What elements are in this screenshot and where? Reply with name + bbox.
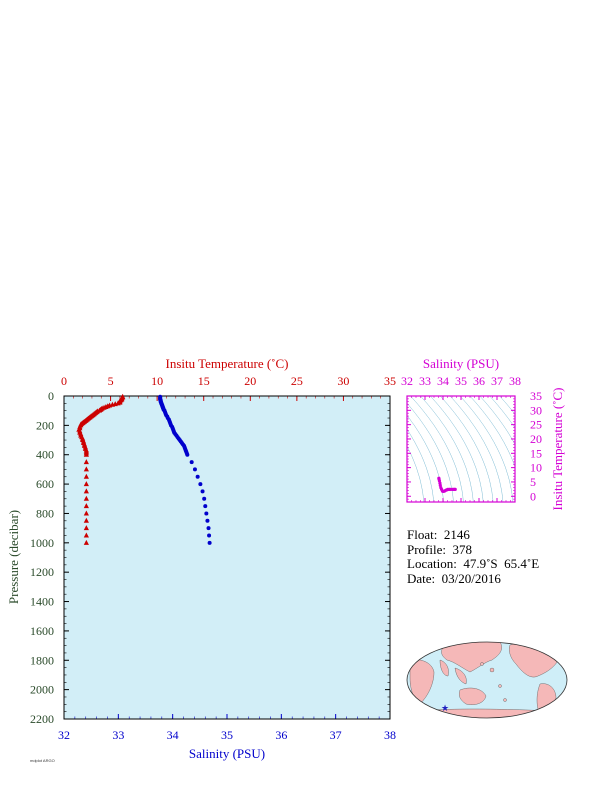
salinity-point (185, 453, 189, 457)
pressure-tick-label: 0 (48, 389, 54, 403)
ts-temperature-tick-label: 20 (530, 431, 542, 446)
salinity-point (190, 460, 194, 464)
salinity-point (205, 519, 209, 523)
pressure-tick-label: 400 (36, 447, 54, 462)
pressure-axis-title: Pressure (decibar) (6, 509, 21, 605)
salinity-point (202, 497, 206, 501)
location: Location: 47.9˚S 65.4˚E (407, 556, 540, 571)
temperature-tick-label: 15 (197, 374, 210, 388)
ts-temperature-tick-label: 15 (530, 446, 542, 461)
ts-salinity-tick-label: 32 (401, 374, 413, 388)
pressure-tick-label: 1200 (30, 565, 54, 580)
salinity-point (201, 489, 205, 493)
temperature-axis (61, 374, 396, 388)
salinity-tick-label: 37 (329, 728, 342, 742)
footer-credit: mdplot ARGO (30, 758, 55, 763)
temperature-tick-label: 20 (244, 374, 257, 388)
plot-background (64, 396, 390, 719)
pressure-tick-label: 1800 (30, 653, 54, 668)
profile-number: Profile: 378 (407, 541, 472, 557)
pressure-tick-label: 2000 (30, 682, 54, 697)
ts-point (454, 488, 457, 491)
ts-temperature-tick-label: 25 (530, 417, 542, 432)
ts-salinity-tick-label: 37 (491, 374, 503, 388)
world-map (405, 640, 570, 720)
salinity-axis (58, 728, 396, 742)
temperature-tick-label: 30 (337, 374, 350, 388)
salinity-tick-label: 36 (275, 728, 288, 742)
salinity-tick-label: 34 (166, 728, 179, 742)
salinity-axis-title: Salinity (PSU) (188, 746, 266, 761)
salinity-point (198, 482, 202, 486)
temperature-axis-title: Insitu Temperature (˚C) (165, 356, 289, 371)
pressure-tick-label: 200 (36, 418, 54, 433)
ts-inset-salinity-title: Salinity (PSU) (422, 356, 500, 371)
ts-inset-plot (371, 356, 565, 511)
salinity-tick-label: 32 (58, 728, 70, 742)
salinity-point (193, 467, 197, 471)
float-id: Float: 2146 (407, 527, 470, 542)
ts-temperature-tick-label: 35 (530, 389, 542, 403)
temperature-tick-label: 10 (151, 374, 164, 388)
temperature-tick-label: 35 (384, 374, 396, 388)
pressure-tick-label: 1000 (30, 535, 54, 550)
ts-salinity-tick-label: 34 (437, 374, 449, 388)
ts-temperature-tick-label: 10 (530, 460, 542, 475)
ts-salinity-tick-label: 33 (419, 374, 431, 388)
ts-salinity-tick-label: 36 (473, 374, 485, 388)
salinity-tick-label: 35 (221, 728, 233, 742)
temperature-tick-label: 5 (107, 374, 114, 388)
pressure-tick-label: 1400 (30, 594, 54, 609)
temperature-tick-label: 0 (61, 374, 67, 388)
profile-plot (6, 356, 396, 761)
float-location-marker: ★ (440, 704, 450, 714)
salinity-point (204, 511, 208, 515)
ts-temperature-tick-label: 5 (530, 474, 536, 489)
ts-inset-temperature-title: Insitu Temperature (˚C) (550, 387, 565, 511)
salinity-point (196, 475, 200, 479)
salinity-tick-label: 33 (112, 728, 125, 742)
ts-temperature-tick-label: 0 (530, 489, 536, 504)
pressure-tick-label: 2200 (30, 712, 54, 726)
float-info (407, 528, 539, 586)
ts-inset-salinity-axis (401, 374, 521, 388)
salinity-point (208, 541, 212, 545)
pressure-tick-label: 800 (36, 506, 54, 521)
ts-temperature-tick-label: 30 (530, 403, 542, 418)
ts-salinity-tick-label: 35 (455, 374, 467, 388)
date: Date: 03/20/2016 (407, 570, 501, 586)
pressure-tick-label: 600 (36, 477, 54, 492)
salinity-tick-label: 38 (384, 728, 396, 742)
temperature-tick-label: 25 (290, 374, 303, 388)
salinity-point (203, 504, 207, 508)
ts-inset-temperature-axis (530, 389, 542, 503)
salinity-point (207, 526, 211, 530)
ts-salinity-tick-label: 38 (509, 374, 521, 388)
pressure-tick-label: 1600 (30, 623, 54, 638)
pressure-axis (30, 389, 54, 726)
salinity-point (207, 533, 211, 537)
